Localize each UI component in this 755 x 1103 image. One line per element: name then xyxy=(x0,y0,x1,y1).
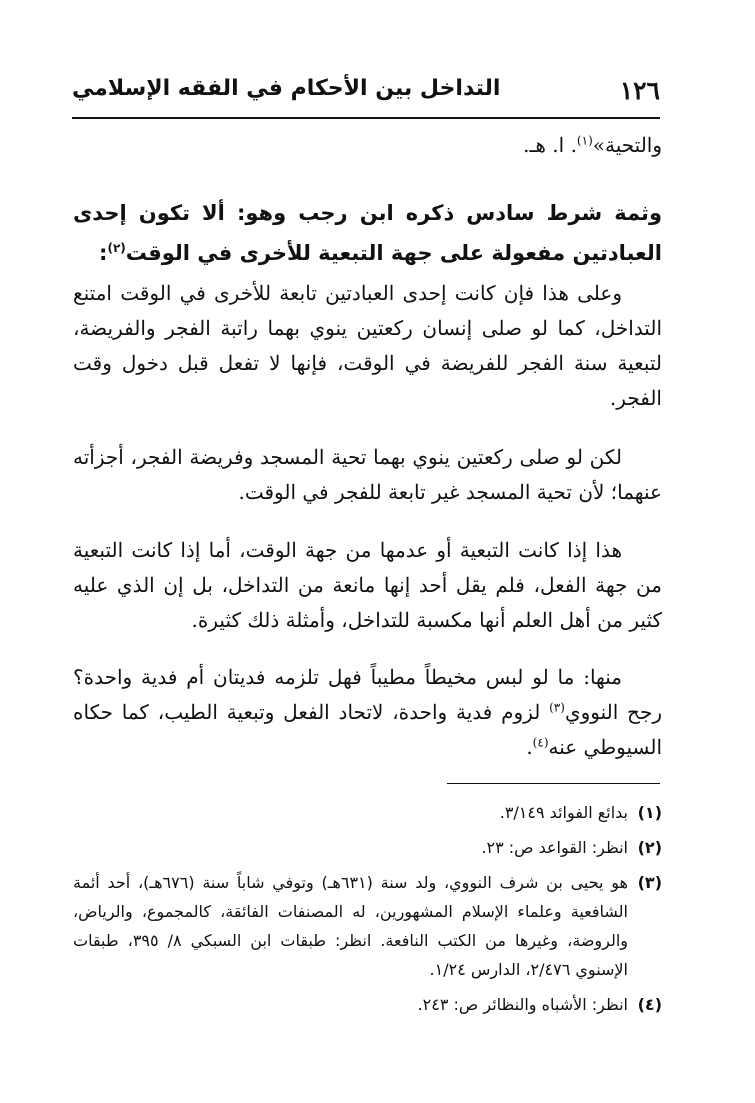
quote-ending-text: والتحية» xyxy=(592,133,662,157)
footnote-ref-4: (٤) xyxy=(532,735,549,750)
paragraph-4-part-1: منها: ما لو لبس مخيطاً مطيباً فهل تلزمه فديتان أم فدية واحدة؟ رجح النووي xyxy=(73,665,662,724)
paragraph-4 xyxy=(73,660,662,765)
paragraph-1: وعلى هذا فإن كانت إحدى العبادتين تابعة للأخرى في الوقت امتنع التداخل، كما لو صلى إنسان ركعتين ينوي بهما راتبة الفجر والفريضة، لتبعية سنة الفجر للفريضة في الوقت، فإنها لا تفعل قبل دخول وقت الفجر. xyxy=(73,281,662,410)
page-number: ١٢٦ xyxy=(619,76,660,105)
section-heading-suffix: : xyxy=(99,241,108,265)
footnote-number: (٣) xyxy=(637,873,662,892)
footnotes xyxy=(73,798,662,1025)
footnote-4 xyxy=(73,990,662,1019)
footnote-text: انظر: الأشباه والنظائر ص: ٢٤٣. xyxy=(417,995,628,1014)
footnote-ref-2: (٢) xyxy=(107,241,126,255)
header-rule xyxy=(72,117,660,119)
footnote-number: (٤) xyxy=(637,995,662,1014)
footnote-text: بدائع الفوائد ٣/١٤٩. xyxy=(499,803,628,822)
running-title: التداخل بين الأحكام في الفقه الإسلامي xyxy=(72,76,501,101)
section-heading xyxy=(73,193,662,273)
paragraph-2: لكن لو صلى ركعتين ينوي بهما تحية المسجد وفريضة الفجر، أجزأته عنهما؛ لأن تحية المسجد غير تابعة للفجر في الوقت. xyxy=(73,445,662,504)
paragraph-3: هذا إذا كانت التبعية أو عدمها من جهة الوقت، أما إذا كانت التبعية من جهة الفعل، فلم يقل أحد إنها مانعة من التداخل، بل إن الذي عليه كثير من أهل العلم أنها مكسبة للتداخل، وأمثلة ذلك كثيرة. xyxy=(73,538,662,632)
footnote-1 xyxy=(73,798,662,827)
footnote-text: هو يحيى بن شرف النووي، ولد سنة (٦٣١هـ) وتوفي شاباً سنة (٦٧٦هـ)، أحد أئمة الشافعية وعلماء الإسلام المشهورين، له المصنفات الفائقة، كالمجموع، والرياض، والروضة، وغيرها من الكتب النافعة. انظر: طبقات ابن السبكي ٨/ ٣٩٥، طبقات الإسنوي ٢/٤٧٦، الدارس ١/٢٤. xyxy=(73,873,629,979)
footnote-separator xyxy=(447,783,660,784)
running-header xyxy=(72,74,660,114)
quote-ending-suffix: . ا. هـ. xyxy=(523,133,577,157)
footnote-2 xyxy=(73,833,662,862)
quote-ending-line xyxy=(73,128,662,163)
footnote-ref-3: (٣) xyxy=(549,700,565,715)
paragraph-4-part-2: لزوم فدية واحدة، لاتحاد الفعل وتبعية الطيب، كما حكاه السيوطي عنه xyxy=(73,700,662,759)
footnote-text: انظر: القواعد ص: ٢٣. xyxy=(481,838,628,857)
footnote-number: (١) xyxy=(637,803,662,822)
footnote-ref-1: (١) xyxy=(576,133,593,148)
section-heading-text: وثمة شرط سادس ذكره ابن رجب وهو: ألا تكون إحدى العبادتين مفعولة على جهة التبعية للأخرى في الوقت xyxy=(73,201,662,265)
footnote-3 xyxy=(73,868,662,984)
footnote-number: (٢) xyxy=(637,838,662,857)
paragraph-4-part-3: . xyxy=(526,735,533,759)
